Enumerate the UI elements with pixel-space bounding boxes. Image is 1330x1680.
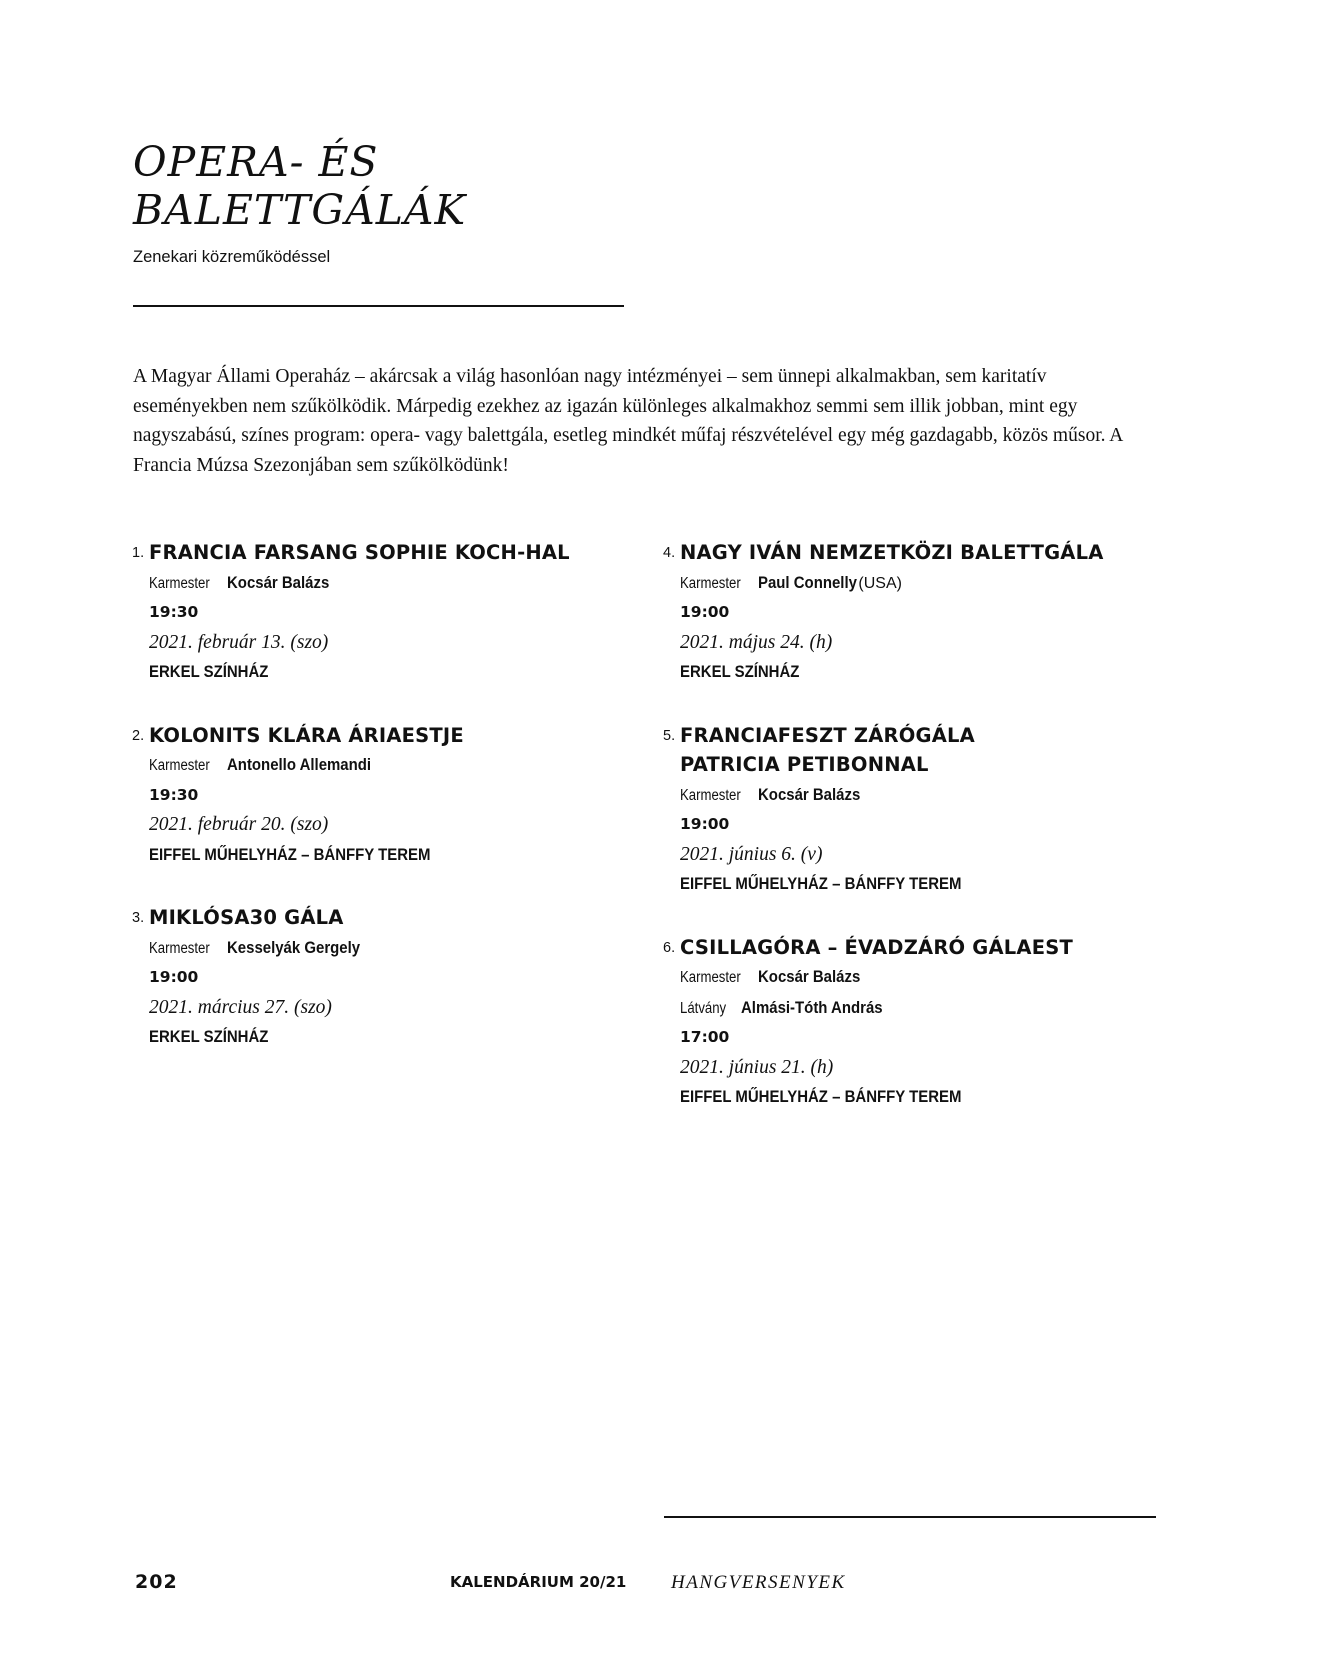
event-time: 19:00: [680, 603, 730, 621]
role-label: Látvány: [680, 999, 727, 1017]
role-person: Almási-Tóth András: [740, 997, 883, 1017]
event-role: [149, 750, 633, 781]
role-person: Kocsár Balázs: [757, 784, 861, 804]
divider-top: [133, 305, 624, 307]
event-date: 2021. június 6. (v): [680, 843, 823, 865]
event-title-line: FRANCIA FARSANG SOPHIE KOCH-HAL: [149, 541, 570, 564]
event-time: 19:00: [149, 968, 199, 986]
event-title-line: PATRICIA PETIBONNAL: [680, 753, 929, 776]
event-item: [664, 538, 1184, 687]
page-title: [133, 138, 466, 234]
event-title-line: MIKLÓSA30 GÁLA: [149, 906, 344, 929]
footer-section: HANGVERSENYEK: [671, 1572, 846, 1593]
event-venue: EIFFEL MŰHELYHÁZ – BÁNFFY TEREM: [680, 874, 962, 893]
event-item: [133, 538, 633, 687]
events-column-right: [664, 538, 1184, 1146]
event-item: [133, 903, 633, 1052]
event-title-line: CSILLAGÓRA – ÉVADZÁRÓ GÁLAEST: [680, 935, 1073, 959]
title-line: OPERA- ÉS: [133, 138, 379, 186]
event-time: 19:30: [149, 603, 199, 621]
event-time: 19:30: [149, 785, 199, 804]
event-venue: ERKEL SZÍNHÁZ: [149, 1027, 269, 1046]
role-person: Kocsár Balázs: [226, 572, 330, 592]
role-label: Karmester: [680, 786, 741, 804]
event-title: [680, 721, 1184, 780]
intro-paragraph: A Magyar Állami Operaház – akárcsak a világ hasonlóan nagy intézményei – sem ünnepi alkalmakban, sem karitatív eseményekben nem szűkölködik. Márpedig ezekhez az igazán különleges alkalmakhoz semmi sem illik jobban, mint egy nagyszabású, színes program: opera- vagy balettgála, esetleg mindkét műfaj részvételével egy még gazdagabb, közös műsor. A Francia Múzsa Szezonjában sem szűkölködünk!: [133, 366, 1123, 476]
page-subtitle: Zenekari közreműködéssel: [133, 248, 331, 266]
event-number: 2.: [132, 727, 145, 744]
role-label: Karmester: [149, 574, 210, 592]
role-label: Karmester: [680, 574, 741, 592]
event-title: [149, 538, 633, 568]
event-item: [664, 933, 1184, 1112]
title-line: BALETTGÁLÁK: [133, 186, 467, 234]
event-item: [664, 721, 1184, 899]
role-label: Karmester: [149, 757, 210, 774]
event-title: [149, 721, 633, 751]
event-title: [149, 903, 633, 933]
event-title: [680, 538, 1184, 568]
event-number: 1.: [132, 545, 145, 561]
event-number: 5.: [663, 727, 676, 744]
event-date: 2021. február 20. (szo): [149, 814, 329, 835]
role-person: Kocsár Balázs: [757, 967, 861, 986]
event-date: 2021. március 27. (szo): [149, 996, 332, 1018]
event-time: 19:00: [680, 815, 730, 833]
event-venue: EIFFEL MŰHELYHÁZ – BÁNFFY TEREM: [680, 1087, 962, 1106]
role-person: Kesselyák Gergely: [226, 937, 360, 957]
footer-publication: KALENDÁRIUM 20/21: [450, 1573, 627, 1591]
event-number: 3.: [132, 910, 145, 926]
event-role: [149, 568, 633, 599]
event-role: [680, 962, 1184, 993]
event-date: 2021. február 13. (szo): [149, 631, 329, 653]
event-venue: EIFFEL MŰHELYHÁZ – BÁNFFY TEREM: [149, 844, 431, 864]
event-role: [149, 933, 633, 964]
event-date: 2021. június 21. (h): [680, 1056, 834, 1078]
role-person: Paul Connelly: [757, 572, 857, 592]
event-venue: ERKEL SZÍNHÁZ: [149, 662, 269, 681]
event-number: 4.: [663, 545, 676, 561]
event-date: 2021. május 24. (h): [680, 631, 833, 653]
page-number: 202: [135, 1571, 178, 1593]
role-label: Karmester: [680, 969, 741, 986]
event-venue: ERKEL SZÍNHÁZ: [680, 662, 800, 681]
events-column-left: [133, 538, 633, 1086]
role-note: (USA): [858, 574, 902, 592]
divider-bottom: [664, 1516, 1156, 1518]
role-person: Antonello Allemandi: [226, 755, 371, 774]
event-role: [680, 568, 1184, 599]
event-number: 6.: [663, 939, 676, 956]
event-title-line: FRANCIAFESZT ZÁRÓGÁLA: [680, 723, 975, 747]
event-time: 17:00: [680, 1028, 730, 1046]
event-title-line: KOLONITS KLÁRA ÁRIAESTJE: [149, 723, 464, 747]
event-role: [680, 780, 1184, 811]
event-item: [133, 721, 633, 870]
event-role: [680, 993, 1184, 1024]
role-label: Karmester: [149, 939, 210, 957]
event-title-line: NAGY IVÁN NEMZETKÖZI BALETTGÁLA: [680, 541, 1104, 564]
event-title: [680, 933, 1184, 963]
